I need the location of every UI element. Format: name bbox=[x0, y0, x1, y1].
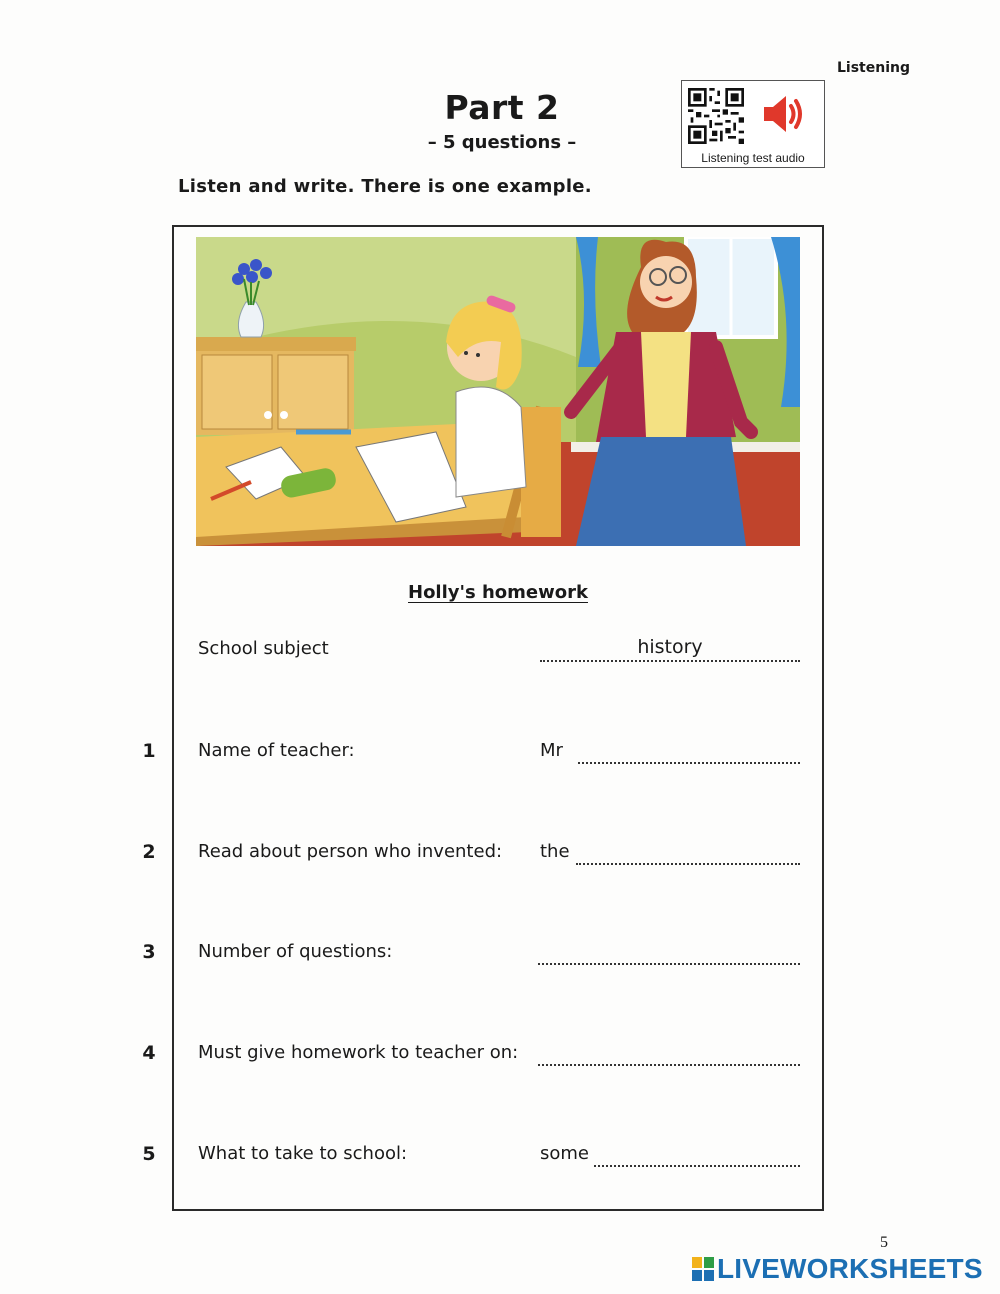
answer-field-1[interactable] bbox=[578, 762, 800, 764]
question-label-4: Must give homework to teacher on: bbox=[198, 1042, 519, 1063]
question-label-5: What to take to school: bbox=[198, 1143, 408, 1164]
question-number-4: 4 bbox=[142, 1042, 156, 1064]
example-answer: history bbox=[637, 636, 703, 658]
question-number-3: 3 bbox=[142, 941, 156, 963]
question-prefix-1: Mr bbox=[540, 740, 563, 761]
audio-caption: Listening test audio bbox=[701, 151, 805, 165]
page-number: 5 bbox=[880, 1234, 888, 1251]
part-subtitle: – 5 questions – bbox=[427, 132, 577, 153]
question-prefix-2: the bbox=[540, 841, 570, 862]
question-label-2: Read about person who invented: bbox=[198, 841, 503, 862]
answer-field-3[interactable] bbox=[538, 963, 800, 965]
qr-code-icon bbox=[688, 88, 744, 144]
answer-field-5[interactable] bbox=[594, 1165, 800, 1167]
example-label: School subject bbox=[198, 638, 329, 659]
answer-field-2[interactable] bbox=[576, 863, 800, 865]
liveworksheets-logo-icon bbox=[692, 1257, 714, 1281]
answer-field-4[interactable] bbox=[538, 1064, 800, 1066]
question-number-1: 1 bbox=[142, 740, 156, 762]
question-label-3: Number of questions: bbox=[198, 941, 393, 962]
question-prefix-5: some bbox=[540, 1143, 589, 1164]
worksheet-title: Holly's homework bbox=[408, 582, 588, 603]
audio-link-box[interactable] bbox=[681, 80, 825, 168]
question-number-2: 2 bbox=[142, 841, 156, 863]
example-answer-line bbox=[540, 660, 800, 662]
question-number-5: 5 bbox=[142, 1143, 156, 1165]
part-title: Part 2 bbox=[444, 88, 560, 127]
instructions: Listen and write. There is one example. bbox=[178, 176, 592, 197]
section-label: Listening bbox=[837, 60, 910, 76]
homework-illustration bbox=[196, 237, 800, 546]
speaker-icon bbox=[758, 89, 808, 139]
brand-logo[interactable] bbox=[692, 1254, 983, 1284]
brand-name: LIVEWORKSHEETS bbox=[717, 1253, 983, 1284]
question-label-1: Name of teacher: bbox=[198, 740, 355, 761]
